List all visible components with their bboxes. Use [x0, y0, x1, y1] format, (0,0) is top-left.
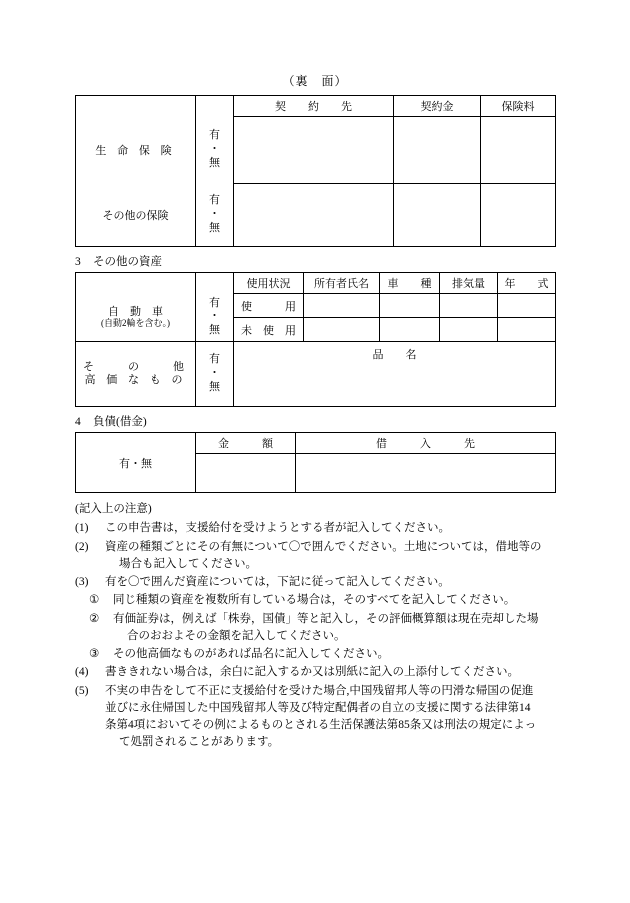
yes-mark[interactable]: 有	[209, 296, 220, 309]
header-blank-1	[76, 273, 196, 294]
separator-dot: ・	[209, 367, 220, 380]
no-mark[interactable]: 無	[209, 156, 220, 169]
page-label: （裏 面）	[282, 74, 348, 88]
car-label-line2: (自動2輪を含む。)	[101, 318, 170, 329]
car-type-input-2[interactable]	[380, 318, 440, 342]
note-line: 場合も記入してください。	[119, 557, 257, 570]
row-label-car	[76, 294, 196, 342]
note-line: この申告書は，支援給付を受けようとする者が記入してください。	[105, 522, 450, 535]
car-status-unused-label: 未 使 用	[234, 318, 304, 342]
note-body	[105, 574, 555, 591]
life-insurance-premium-input[interactable]	[481, 117, 556, 184]
other-insurance-contract-input[interactable]	[234, 184, 394, 247]
other-valuables-item-field[interactable]	[234, 342, 556, 407]
header-lender: 借 入 先	[296, 433, 556, 454]
note-marker: (3)	[75, 576, 89, 588]
no-mark[interactable]: 無	[209, 221, 220, 234]
instructions-heading: (記入上の注意)	[75, 503, 152, 515]
car-displacement-input-1[interactable]	[440, 294, 498, 318]
header-liability-amount: 金 額	[196, 433, 296, 454]
section-3-number: 3	[75, 256, 81, 268]
other-insurance-yesno	[196, 184, 234, 247]
car-status-in-use-label: 使 用	[234, 294, 304, 318]
note-item	[75, 683, 555, 752]
other-label-line2: 高 価 な も の	[84, 374, 187, 386]
note-line: 不実の申告をして不正に支援給付を受けた場合,中国残留邦人等の円滑な帰国の促進	[105, 684, 534, 697]
note-marker: (5)	[75, 684, 89, 697]
note-marker: (2)	[75, 540, 89, 553]
note-line: 合のおおよその金額を記入してください。	[127, 629, 346, 642]
separator-dot: ・	[209, 143, 220, 156]
note-marker: (1)	[75, 522, 89, 535]
yes-mark[interactable]: 有	[209, 353, 220, 366]
note-line: て処罰されることがあります。	[119, 736, 280, 749]
instructions-block	[75, 501, 555, 752]
liabilities-table	[75, 432, 556, 493]
header-owner-name: 所有者氏名	[304, 273, 380, 294]
separator-dot: ・	[209, 207, 220, 220]
note-body	[113, 646, 555, 663]
section-3-label: その他の資産	[93, 256, 162, 268]
note-item	[75, 574, 555, 591]
note-line: 書ききれない場合は，余白に記入するか又は別紙に記入の上添付してください。	[105, 666, 519, 679]
note-item	[75, 664, 555, 681]
header-usage-status: 使用状況	[234, 273, 304, 294]
note-line: 有を〇で囲んだ資産については，下記に従って記入してください。	[105, 576, 450, 588]
other-insurance-amount-input[interactable]	[394, 184, 481, 247]
row-label-other-insurance: その他の保険	[76, 184, 196, 247]
liability-lender-input[interactable]	[296, 454, 556, 493]
note-line: 条第4項においてその例によるものとされる生活保護法第85条又は刑法の規定によっ	[105, 719, 537, 731]
table-header-row	[76, 433, 556, 454]
note-marker: ①	[89, 594, 100, 607]
assets-table	[75, 272, 556, 407]
separator-dot: ・	[209, 310, 220, 323]
car-year-input-2[interactable]	[498, 318, 556, 342]
liability-amount-input[interactable]	[196, 454, 296, 493]
note-line: 同じ種類の資産を複数所有している場合は，そのすべてを記入してください。	[113, 594, 516, 607]
header-blank-2	[196, 273, 234, 294]
other-label-line1: そ の 他	[83, 361, 188, 374]
section-4-title	[75, 413, 555, 429]
note-item	[75, 646, 555, 663]
no-mark[interactable]: 無	[209, 324, 220, 337]
note-line: その他高価なものがあれば品名に記入してください。	[113, 648, 389, 660]
car-owner-input-2[interactable]	[304, 318, 380, 342]
table-row	[76, 342, 556, 407]
note-line: 並びに永住帰国した中国残留邦人等及び特定配偶者の自立の支援に関する法律第14	[105, 701, 531, 714]
table-row	[76, 184, 556, 247]
note-body	[105, 520, 555, 537]
car-label-line1: 自 動 車	[108, 305, 163, 318]
table-row	[76, 117, 556, 184]
table-header-row	[76, 273, 556, 294]
note-body	[105, 683, 555, 752]
note-body	[113, 611, 555, 646]
header-model-year: 年 式	[498, 273, 556, 294]
note-marker: ②	[89, 612, 100, 625]
header-displacement: 排気量	[440, 273, 498, 294]
life-insurance-contract-input[interactable]	[234, 117, 394, 184]
note-marker: ③	[89, 648, 100, 660]
row-label-life-insurance: 生 命 保 険	[76, 117, 196, 184]
note-item	[75, 520, 555, 537]
other-valuables-yesno	[196, 342, 234, 407]
note-body	[105, 664, 555, 681]
header-blank-1	[76, 96, 196, 117]
life-insurance-yesno	[196, 117, 234, 184]
other-insurance-premium-input[interactable]	[481, 184, 556, 247]
car-type-input-1[interactable]	[380, 294, 440, 318]
car-yesno	[196, 294, 234, 342]
note-line: 資産の種類ごとにその有無について〇で囲んでください。土地については，借地等の	[105, 540, 542, 553]
header-blank-2	[196, 96, 234, 117]
header-contract-amount: 契約金	[394, 96, 481, 117]
car-year-input-1[interactable]	[498, 294, 556, 318]
car-owner-input-1[interactable]	[304, 294, 380, 318]
note-body	[113, 592, 555, 609]
liability-yesno-label: 有・無	[119, 457, 152, 470]
header-premium: 保険料	[481, 96, 556, 117]
note-item	[75, 611, 555, 646]
header-contract-party: 契 約 先	[234, 96, 394, 117]
table-header-row	[76, 96, 556, 117]
note-marker: (4)	[75, 666, 89, 679]
insurance-table	[75, 95, 556, 247]
note-line: 有価証券は，例えば「株券，国債」等と記入し，その評価概算額は現在売却した場	[113, 612, 539, 625]
section-3-title	[75, 253, 555, 269]
yes-mark[interactable]: 有	[209, 129, 220, 142]
note-item	[75, 539, 555, 574]
section-4-label: 負債(借金)	[93, 416, 147, 428]
table-row	[76, 294, 556, 318]
header-vehicle-type: 車 種	[380, 273, 440, 294]
liability-yesno[interactable]	[76, 433, 196, 493]
form-sheet	[75, 72, 555, 753]
item-name-label: 品 名	[372, 349, 417, 361]
section-4-number: 4	[75, 416, 81, 428]
note-item	[75, 592, 555, 609]
no-mark[interactable]: 無	[209, 380, 220, 393]
life-insurance-amount-input[interactable]	[394, 117, 481, 184]
car-displacement-input-2[interactable]	[440, 318, 498, 342]
yes-mark[interactable]: 有	[209, 194, 220, 207]
note-body	[105, 539, 555, 574]
row-label-other-valuables	[76, 342, 196, 407]
